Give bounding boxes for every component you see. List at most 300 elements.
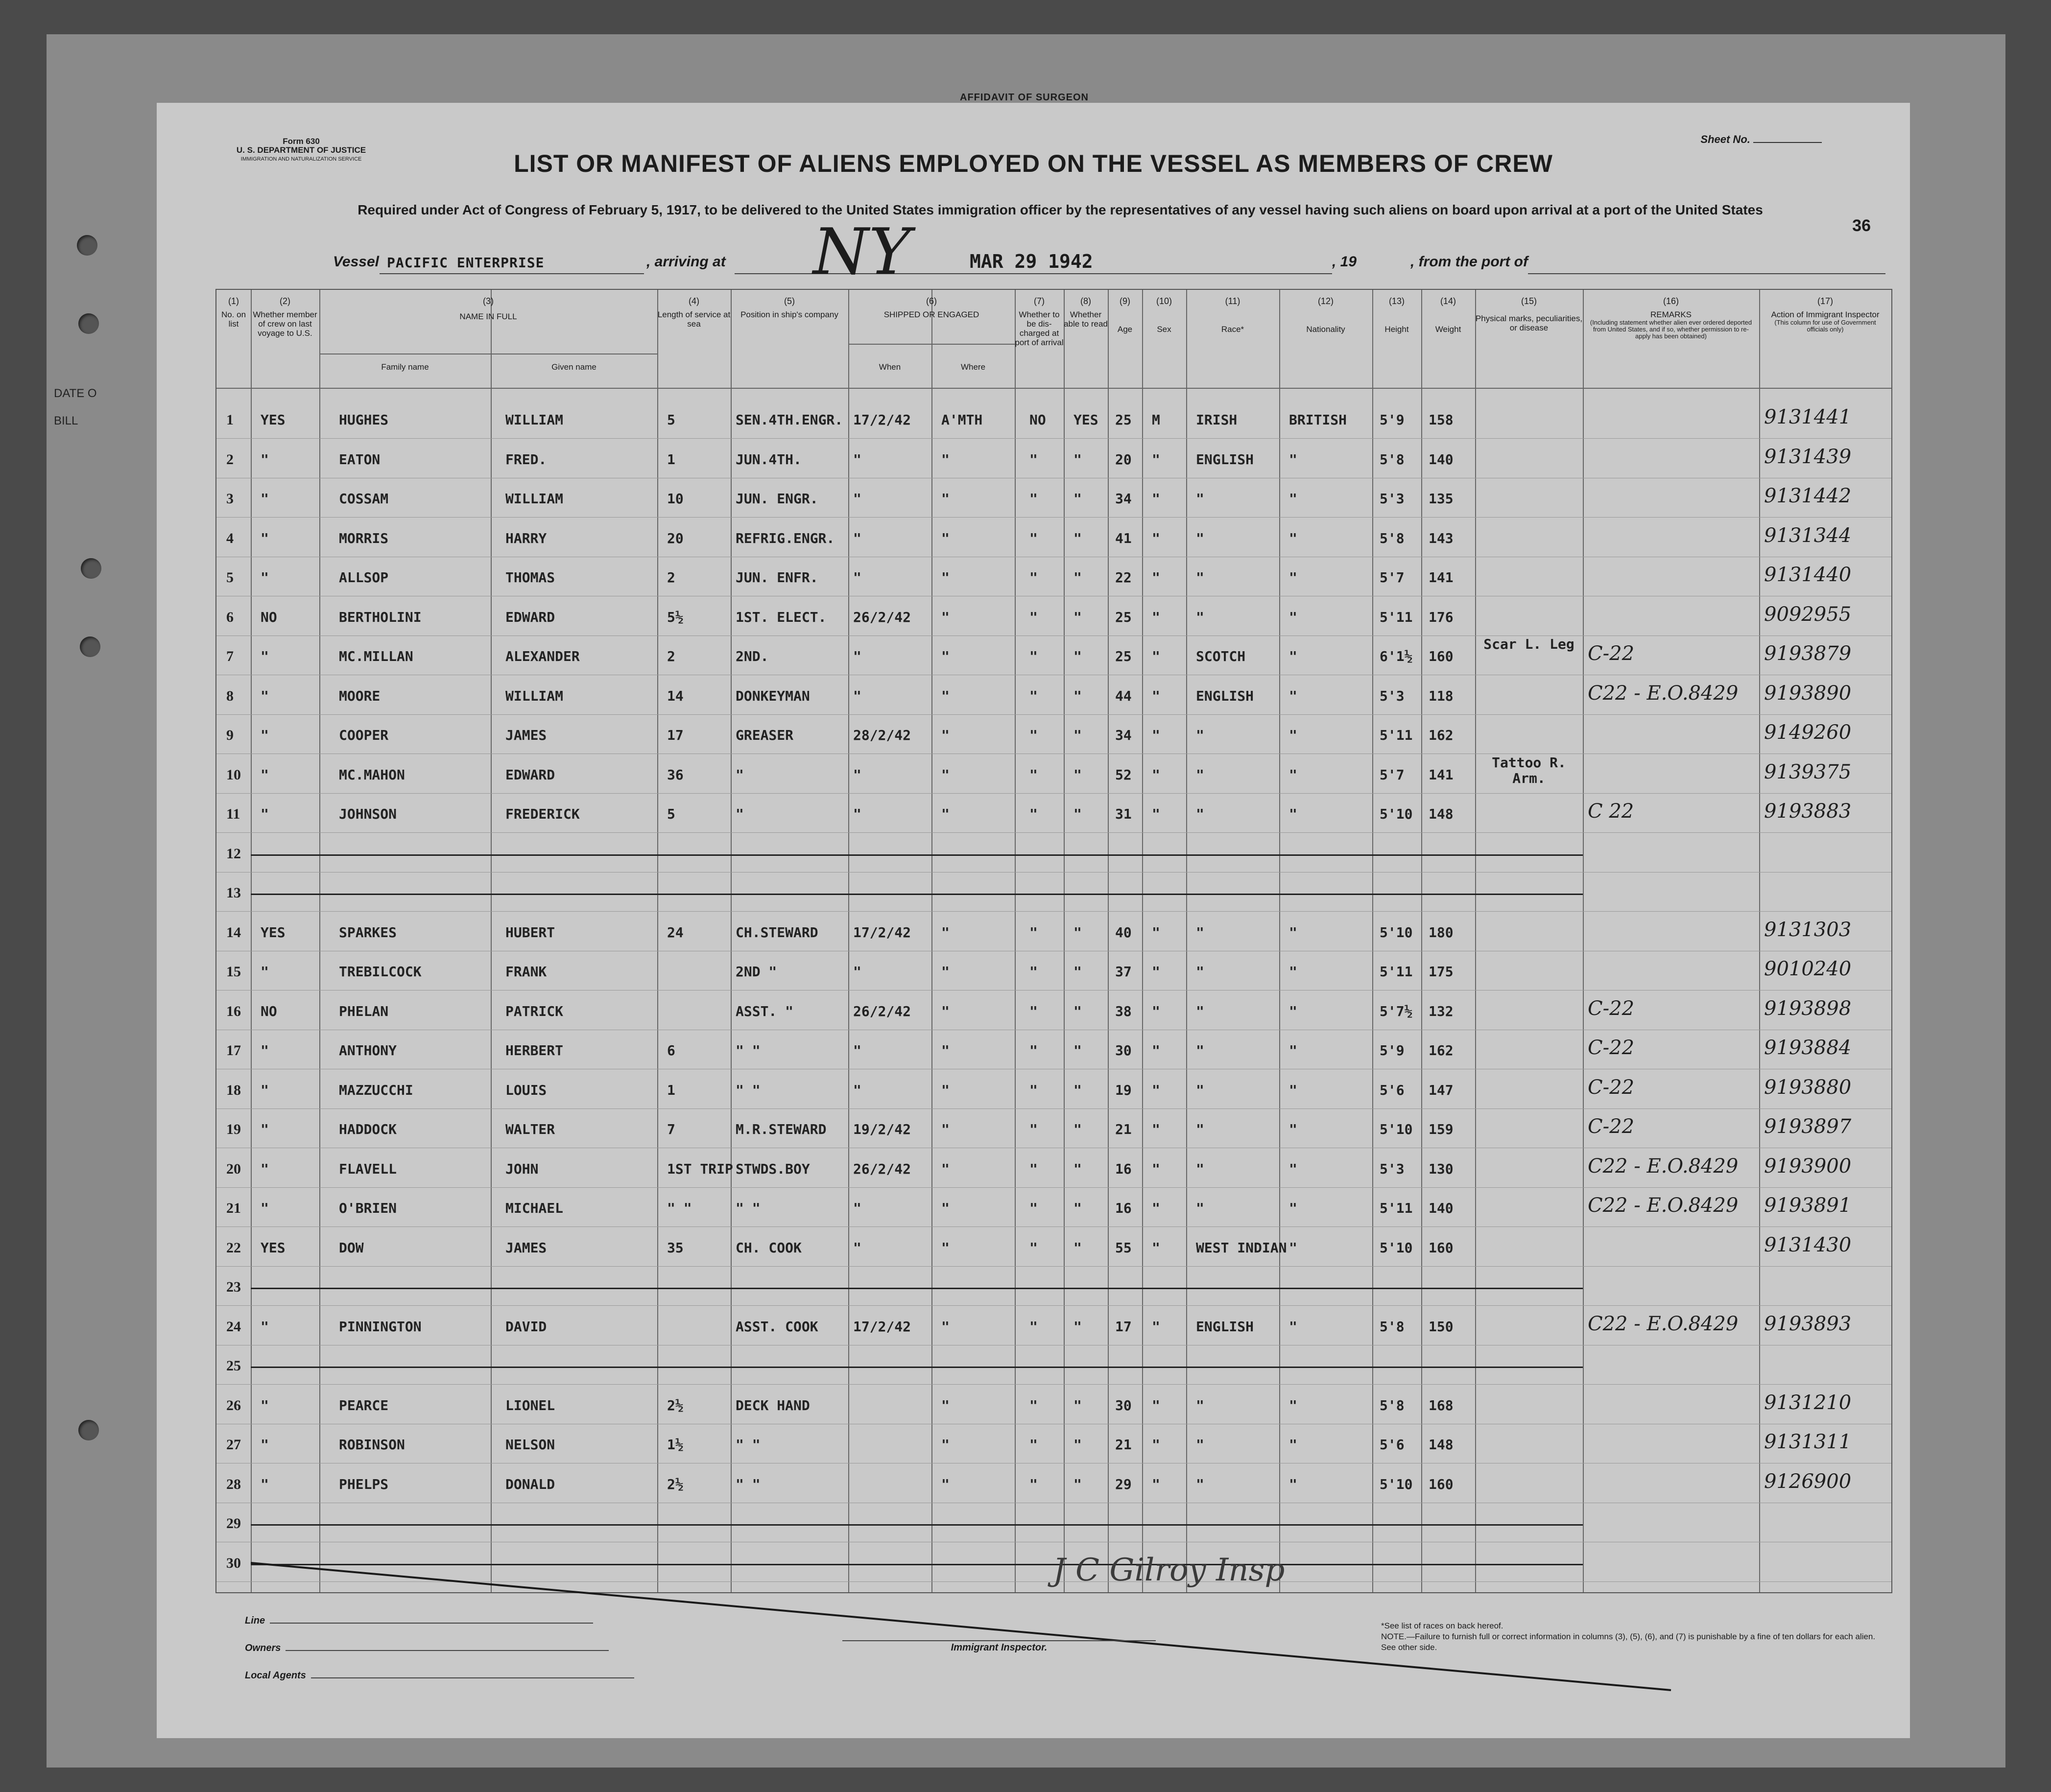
row-number: 23 [226, 1279, 241, 1295]
family-name-cell: ALLSOP [339, 569, 389, 586]
sex-cell: " [1152, 1476, 1160, 1492]
table-row [216, 1036, 1891, 1065]
weight-cell: 141 [1429, 569, 1454, 586]
family-name-cell: MC.MILLAN [339, 648, 413, 664]
height-cell: 5'8 [1380, 530, 1405, 546]
given-name-cell: WALTER [505, 1121, 555, 1137]
race-cell: " [1196, 727, 1204, 743]
age-cell: 21 [1115, 1437, 1132, 1453]
row-number: 20 [226, 1160, 241, 1177]
remarks-cell: C22 - E.O.8429 [1588, 1312, 1739, 1335]
weight-cell: 130 [1429, 1160, 1454, 1177]
position-cell: " [736, 766, 744, 783]
weight-cell: 141 [1429, 766, 1454, 783]
binder-hole [78, 313, 99, 334]
family-name-cell: ROBINSON [339, 1437, 405, 1453]
service-length-cell: 20 [667, 530, 684, 546]
discharge-cell: " [1029, 569, 1038, 586]
nationality-cell: " [1289, 1082, 1297, 1098]
sex-cell: " [1152, 609, 1160, 625]
port-handwritten: NY [813, 214, 911, 289]
prev-voyage-cell: " [261, 687, 269, 704]
header-col-8: (8) Whether able to read [1064, 296, 1108, 329]
race-cell: " [1196, 1042, 1204, 1059]
service-length-cell: 2 [667, 569, 675, 586]
table-row [216, 1351, 1891, 1380]
given-name-cell: HUBERT [505, 924, 555, 941]
discharge-cell: " [1029, 766, 1038, 783]
remarks-cell: C-22 [1588, 1115, 1635, 1138]
remarks-cell: C22 - E.O.8429 [1588, 1155, 1739, 1178]
nationality-cell: " [1289, 727, 1297, 743]
position-cell: " " [736, 1082, 761, 1098]
position-cell: 2ND. [736, 648, 769, 664]
discharge-cell: " [1029, 727, 1038, 743]
age-cell: 25 [1115, 609, 1132, 625]
height-cell: 5'3 [1380, 687, 1405, 704]
prev-voyage-cell: " [261, 491, 269, 507]
inspector-action-cell: 9193900 [1764, 1155, 1852, 1178]
inspector-action-cell: 9131442 [1764, 485, 1852, 507]
inspector-action-cell: 9193898 [1764, 997, 1852, 1020]
shipped-when-cell: " [853, 964, 861, 980]
weight-cell: 118 [1429, 687, 1454, 704]
discharge-cell: " [1029, 648, 1038, 664]
family-name-cell: PEARCE [339, 1397, 389, 1414]
weight-cell: 140 [1429, 1200, 1454, 1216]
age-cell: 30 [1115, 1397, 1132, 1414]
row-number: 12 [226, 845, 241, 862]
age-cell: 17 [1115, 1318, 1132, 1335]
family-name-cell: DOW [339, 1239, 364, 1256]
blank-row-strike [251, 1524, 1583, 1526]
nationality-cell: " [1289, 451, 1297, 468]
shipped-where-cell: " [941, 806, 950, 822]
inspector-signature: J C Gilroy Insp [1053, 1552, 1285, 1588]
able-to-read-cell: " [1073, 766, 1082, 783]
height-cell: 5'10 [1380, 806, 1413, 822]
row-number: 10 [226, 766, 241, 783]
inspector-action-cell: 9193890 [1764, 682, 1852, 705]
table-row [216, 405, 1891, 434]
prev-voyage-cell: NO [261, 1003, 277, 1019]
nationality-cell: " [1289, 964, 1297, 980]
crew-table [215, 289, 1892, 1593]
page-title: LIST OR MANIFEST OF ALIENS EMPLOYED ON THE VESSEL AS MEMBERS OF CREW [514, 150, 1553, 177]
race-cell: " [1196, 964, 1204, 980]
row-rule [216, 1266, 1891, 1267]
sheet-number-label: Sheet No. [1700, 133, 1750, 145]
inspector-action-cell: 9193880 [1764, 1076, 1852, 1099]
sex-cell: M [1152, 412, 1160, 428]
prev-voyage-cell: YES [261, 1239, 286, 1256]
family-name-cell: FLAVELL [339, 1160, 397, 1177]
header-family-name: Family name [381, 362, 429, 372]
able-to-read-cell: " [1073, 727, 1082, 743]
age-cell: 22 [1115, 569, 1132, 586]
row-number: 21 [226, 1200, 241, 1216]
prev-voyage-cell: " [261, 766, 269, 783]
family-name-cell: MORRIS [339, 530, 389, 546]
prev-voyage-cell: " [261, 1042, 269, 1059]
discharge-cell: " [1029, 1042, 1038, 1059]
able-to-read-cell: " [1073, 1160, 1082, 1177]
age-cell: 52 [1115, 766, 1132, 783]
row-number: 27 [226, 1437, 241, 1453]
race-cell: " [1196, 491, 1204, 507]
family-name-cell: PHELPS [339, 1476, 389, 1492]
header-col-2: (2) Whether member of crew on last voyage to U.S. [253, 296, 317, 338]
race-cell: " [1196, 1003, 1204, 1019]
sex-cell: " [1152, 1042, 1160, 1059]
inspector-action-cell: 9193897 [1764, 1115, 1852, 1138]
binder-hole [80, 637, 100, 657]
family-name-cell: EATON [339, 451, 381, 468]
row-number: 29 [226, 1515, 241, 1532]
position-cell: " [736, 806, 744, 822]
inspector-action-cell: 9131441 [1764, 406, 1852, 428]
inspector-action-cell: 9126900 [1764, 1470, 1852, 1493]
prev-voyage-cell: " [261, 1160, 269, 1177]
shipped-where-cell: " [941, 648, 950, 664]
edge-text-date: DATE O [54, 387, 97, 400]
position-cell: 1ST. ELECT. [736, 609, 827, 625]
inspector-action-cell: 9131439 [1764, 445, 1852, 468]
age-cell: 44 [1115, 687, 1132, 704]
weight-cell: 162 [1429, 1042, 1454, 1059]
height-cell: 6'1½ [1380, 648, 1413, 664]
sheet-number-field [1700, 133, 1822, 146]
height-cell: 5'6 [1380, 1437, 1405, 1453]
nationality-cell: " [1289, 569, 1297, 586]
race-cell: SCOTCH [1196, 648, 1246, 664]
header-col-1: (1) No. on list [221, 296, 246, 329]
able-to-read-cell: " [1073, 1397, 1082, 1414]
position-cell: JUN. ENGR. [736, 491, 818, 507]
row-rule [216, 1384, 1891, 1385]
age-cell: 29 [1115, 1476, 1132, 1492]
prev-voyage-cell: " [261, 1476, 269, 1492]
remarks-cell: C-22 [1588, 997, 1635, 1020]
discharge-cell: " [1029, 806, 1038, 822]
given-name-cell: FRED. [505, 451, 547, 468]
shipped-where-cell: " [941, 687, 950, 704]
weight-cell: 160 [1429, 648, 1454, 664]
table-row [216, 957, 1891, 986]
position-cell: " " [736, 1200, 761, 1216]
nationality-cell: " [1289, 1200, 1297, 1216]
nationality-cell: " [1289, 766, 1297, 783]
family-name-cell: TREBILCOCK [339, 964, 422, 980]
shipped-where-cell: " [941, 1200, 950, 1216]
prev-voyage-cell: NO [261, 609, 277, 625]
given-name-cell: FRANK [505, 964, 547, 980]
row-number: 24 [226, 1318, 241, 1335]
nationality-cell: " [1289, 1318, 1297, 1335]
prev-voyage-cell: " [261, 727, 269, 743]
position-cell: M.R.STEWARD [736, 1121, 827, 1137]
able-to-read-cell: " [1073, 1318, 1082, 1335]
header-col-15: (15) Physical marks, peculiarities, or disease [1475, 296, 1583, 332]
row-rule [216, 438, 1891, 439]
race-cell: " [1196, 609, 1204, 625]
inspector-action-cell: 9193893 [1764, 1312, 1852, 1335]
remarks-cell: C22 - E.O.8429 [1588, 682, 1739, 705]
department-name: U. S. DEPARTMENT OF JUSTICE [236, 145, 366, 155]
binder-hole [78, 1420, 99, 1440]
sex-cell: " [1152, 687, 1160, 704]
race-cell: " [1196, 766, 1204, 783]
position-cell: STWDS.BOY [736, 1160, 810, 1177]
race-cell: " [1196, 806, 1204, 822]
nationality-cell: " [1289, 687, 1297, 704]
row-number: 3 [226, 491, 234, 507]
sex-cell: " [1152, 1160, 1160, 1177]
family-name-cell: COOPER [339, 727, 389, 743]
inspector-action-cell: 9139375 [1764, 760, 1852, 783]
age-cell: 20 [1115, 451, 1132, 468]
height-cell: 5'6 [1380, 1082, 1405, 1098]
service-length-cell: 2 [667, 648, 675, 664]
shipped-when-cell: " [853, 687, 861, 704]
race-cell: " [1196, 1397, 1204, 1414]
position-cell: " " [736, 1437, 761, 1453]
given-name-cell: LIONEL [505, 1397, 555, 1414]
vessel-name: PACIFIC ENTERPRISE [387, 255, 545, 271]
nationality-cell: " [1289, 1003, 1297, 1019]
inspector-action-cell: 9131440 [1764, 564, 1852, 586]
shipped-when-cell: " [853, 1042, 861, 1059]
blank-row-strike [251, 894, 1583, 895]
row-number: 17 [226, 1042, 241, 1059]
shipped-where-cell: " [941, 530, 950, 546]
age-cell: 41 [1115, 530, 1132, 546]
family-name-cell: JOHNSON [339, 806, 397, 822]
given-name-cell: HERBERT [505, 1042, 564, 1059]
service-length-cell: 10 [667, 491, 684, 507]
prev-voyage-cell: " [261, 569, 269, 586]
able-to-read-cell: " [1073, 1082, 1082, 1098]
from-port-label: , from the port of [1410, 254, 1528, 270]
edge-text-bill: BILL [54, 414, 78, 427]
age-cell: 30 [1115, 1042, 1132, 1059]
vessel-line [333, 214, 1802, 289]
physical-marks-cell: Scar L. Leg [1483, 636, 1574, 652]
family-name-cell: MOORE [339, 687, 381, 704]
table-row [216, 523, 1891, 553]
height-cell: 5'8 [1380, 1318, 1405, 1335]
footer-fields [245, 1607, 634, 1689]
sex-cell: " [1152, 1003, 1160, 1019]
given-name-cell: ALEXANDER [505, 648, 580, 664]
age-cell: 31 [1115, 806, 1132, 822]
given-name-cell: JOHN [505, 1160, 539, 1177]
shipped-where-cell: " [941, 1437, 950, 1453]
remarks-cell: C22 - E.O.8429 [1588, 1194, 1739, 1217]
service-length-cell: 6 [667, 1042, 675, 1059]
inspector-action-cell: 9131344 [1764, 524, 1852, 547]
nationality-cell: BRITISH [1289, 412, 1347, 428]
race-cell: IRISH [1196, 412, 1238, 428]
race-cell: " [1196, 1121, 1204, 1137]
shipped-when-cell: " [853, 451, 861, 468]
family-name-cell: PINNINGTON [339, 1318, 422, 1335]
shipped-where-cell: " [941, 451, 950, 468]
race-cell: ENGLISH [1196, 451, 1254, 468]
nationality-cell: " [1289, 491, 1297, 507]
discharge-cell: " [1029, 1003, 1038, 1019]
table-row [216, 1312, 1891, 1341]
service-length-cell: 24 [667, 924, 684, 941]
age-cell: 16 [1115, 1200, 1132, 1216]
weight-cell: 132 [1429, 1003, 1454, 1019]
row-number: 18 [226, 1082, 241, 1098]
discharge-cell: " [1029, 491, 1038, 507]
position-cell: JUN. ENFR. [736, 569, 818, 586]
position-cell: " " [736, 1476, 761, 1492]
shipped-where-cell: " [941, 609, 950, 625]
family-name-cell: MC.MAHON [339, 766, 405, 783]
race-cell: ENGLISH [1196, 1318, 1254, 1335]
row-number: 16 [226, 1003, 241, 1019]
age-cell: 21 [1115, 1121, 1132, 1137]
shipped-where-cell: " [941, 1397, 950, 1414]
nationality-cell: " [1289, 1042, 1297, 1059]
shipped-when-cell: " [853, 806, 861, 822]
weight-cell: 176 [1429, 609, 1454, 625]
row-number: 8 [226, 687, 234, 704]
row-rule [216, 832, 1891, 833]
table-row [216, 918, 1891, 947]
sex-cell: " [1152, 1082, 1160, 1098]
table-row [216, 1272, 1891, 1301]
sex-cell: " [1152, 964, 1160, 980]
header-col-10: (10) Sex [1156, 296, 1172, 334]
weight-cell: 162 [1429, 727, 1454, 743]
able-to-read-cell: " [1073, 1476, 1082, 1492]
age-cell: 16 [1115, 1160, 1132, 1177]
height-cell: 5'7½ [1380, 1003, 1413, 1019]
inspector-action-cell: 9149260 [1764, 721, 1852, 744]
given-name-cell: HARRY [505, 530, 547, 546]
header-col-3: (3) NAME IN FULL [459, 296, 517, 321]
height-cell: 5'9 [1380, 1042, 1405, 1059]
prev-voyage-cell: " [261, 648, 269, 664]
nationality-cell: " [1289, 1160, 1297, 1177]
header-col-13: (13) Height [1384, 296, 1409, 334]
prev-voyage-cell: " [261, 806, 269, 822]
row-number: 22 [226, 1239, 241, 1256]
sex-cell: " [1152, 727, 1160, 743]
family-name-cell: SPARKES [339, 924, 397, 941]
row-number: 4 [226, 530, 234, 546]
sex-cell: " [1152, 1318, 1160, 1335]
header-col-12: (12) Nationality [1306, 296, 1345, 334]
inspector-action-cell: 9131311 [1764, 1431, 1852, 1453]
shipped-when-cell: " [853, 766, 861, 783]
remarks-cell: C 22 [1588, 800, 1634, 823]
family-name-cell: PHELAN [339, 1003, 389, 1019]
age-cell: 25 [1115, 412, 1132, 428]
shipped-when-cell: 17/2/42 [853, 412, 911, 428]
given-name-cell: NELSON [505, 1437, 555, 1453]
row-number: 11 [226, 806, 240, 822]
remarks-cell: C-22 [1588, 1037, 1635, 1059]
shipped-when-cell: " [853, 1082, 861, 1098]
shipped-when-cell: " [853, 530, 861, 546]
nationality-cell: " [1289, 1239, 1297, 1256]
shipped-where-cell: " [941, 1476, 950, 1492]
height-cell: 5'11 [1380, 1200, 1413, 1216]
table-row [216, 878, 1891, 907]
header-col-17: (17) Action of Immigrant Inspector (This column for use of Government officials only) [1771, 296, 1880, 333]
row-number: 15 [226, 964, 241, 980]
able-to-read-cell: " [1073, 964, 1082, 980]
line-field: Line [245, 1607, 634, 1634]
nationality-cell: " [1289, 530, 1297, 546]
table-row [216, 1193, 1891, 1223]
header-col-9: (9) Age [1117, 296, 1133, 334]
discharge-cell: " [1029, 1476, 1038, 1492]
discharge-cell: " [1029, 1239, 1038, 1256]
prev-voyage-cell: " [261, 530, 269, 546]
prev-voyage-cell: " [261, 451, 269, 468]
weight-cell: 140 [1429, 451, 1454, 468]
remarks-cell: C-22 [1588, 642, 1635, 665]
weight-cell: 158 [1429, 412, 1454, 428]
position-cell: DONKEYMAN [736, 687, 810, 704]
able-to-read-cell: " [1073, 1239, 1082, 1256]
able-to-read-cell: " [1073, 806, 1082, 822]
discharge-cell: " [1029, 609, 1038, 625]
shipped-where-cell: " [941, 1003, 950, 1019]
height-cell: 5'10 [1380, 924, 1413, 941]
shipped-where-cell: " [941, 491, 950, 507]
table-row [216, 1509, 1891, 1538]
family-name-cell: MAZZUCCHI [339, 1082, 413, 1098]
table-row [216, 799, 1891, 828]
weight-cell: 159 [1429, 1121, 1454, 1137]
table-row [216, 754, 1891, 789]
inspector-action-cell: 9131430 [1764, 1233, 1852, 1256]
height-cell: 5'9 [1380, 412, 1405, 428]
race-cell: WEST INDIAN [1196, 1239, 1287, 1256]
sex-cell: " [1152, 766, 1160, 783]
sex-cell: " [1152, 1239, 1160, 1256]
height-cell: 5'8 [1380, 1397, 1405, 1414]
table-row [216, 720, 1891, 750]
weight-cell: 160 [1429, 1239, 1454, 1256]
row-number: 7 [226, 648, 234, 664]
sex-cell: " [1152, 491, 1160, 507]
header-col-4: (4) Length of service at sea [657, 296, 731, 329]
height-cell: 5'8 [1380, 451, 1405, 468]
able-to-read-cell: " [1073, 609, 1082, 625]
given-name-cell: FREDERICK [505, 806, 580, 822]
given-name-cell: EDWARD [505, 766, 555, 783]
prev-voyage-cell: " [261, 1121, 269, 1137]
sex-cell: " [1152, 1200, 1160, 1216]
race-cell: " [1196, 924, 1204, 941]
shipped-when-cell: " [853, 1200, 861, 1216]
row-number: 19 [226, 1121, 241, 1137]
service-length-cell: 5 [667, 412, 675, 428]
row-number: 6 [226, 609, 234, 625]
header-bottom-rule [216, 388, 1891, 389]
immigrant-inspector-label: Immigrant Inspector. [842, 1640, 1156, 1653]
binder-hole [81, 558, 101, 579]
given-name-cell: JAMES [505, 727, 547, 743]
